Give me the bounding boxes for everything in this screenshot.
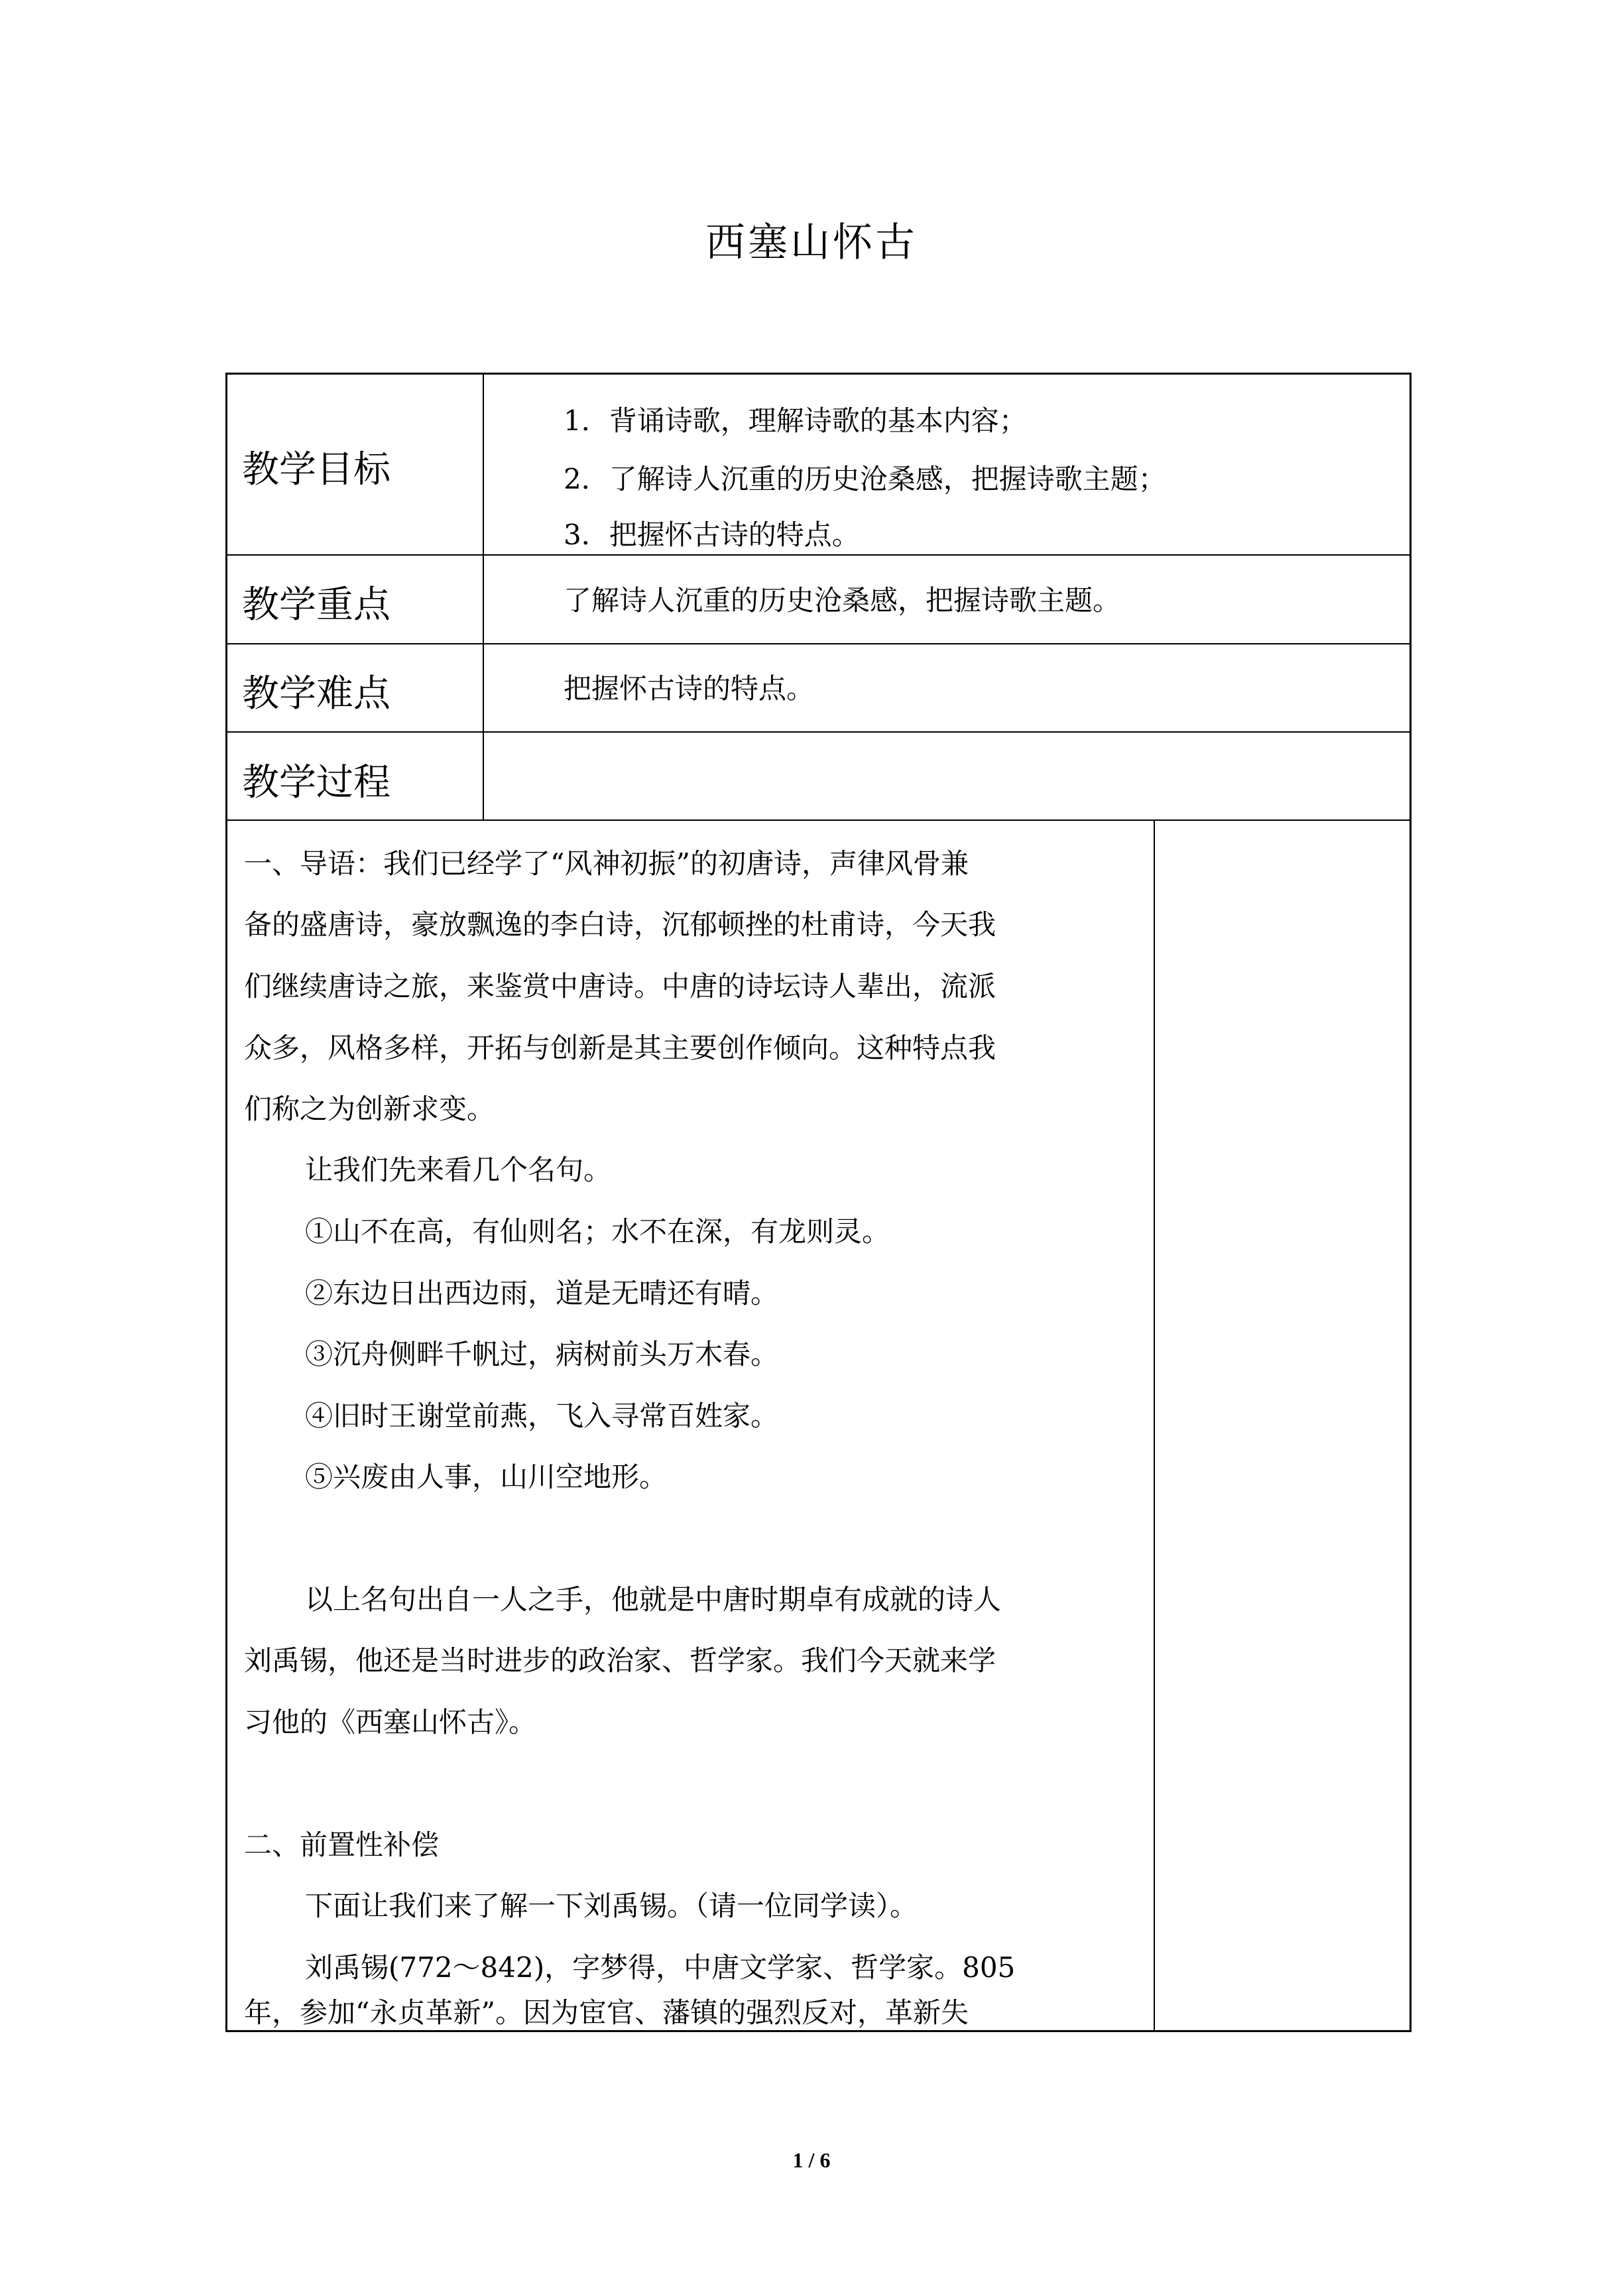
table-row-divider: [225, 819, 1412, 821]
process-label: 教学过程: [242, 761, 391, 804]
difficulties-text: 把握怀古诗的特点。: [564, 672, 815, 705]
famous-quote-1: ①山不在高，有仙则名；水不在深，有龙则灵。: [305, 1215, 890, 1248]
section-heading: 二、前置性补偿: [244, 1829, 440, 1861]
table-border-left: [225, 373, 227, 2032]
objective-item: 2．了解诗人沉重的历史沧桑感，把握诗歌主题；: [564, 463, 1166, 495]
table-border-right: [1410, 373, 1412, 2032]
body-line: 年，参加“永贞革新”。因为宦官、藩镇的强烈反对，革新失: [244, 1996, 969, 2029]
body-line: 下面让我们来了解一下刘禹锡。（请一位同学读）。: [305, 1890, 918, 1922]
table-label-divider: [483, 373, 484, 821]
page-number: 1 / 6: [792, 2148, 831, 2172]
body-line: 以上名句出自一人之手，他就是中唐时期卓有成就的诗人: [305, 1583, 1002, 1616]
table-row-divider: [225, 554, 1412, 556]
objective-item: 3．把握怀古诗的特点。: [564, 518, 860, 551]
document-title: 西塞山怀古: [705, 219, 918, 266]
table-row-divider: [225, 731, 1412, 733]
objectives-label: 教学目标: [242, 448, 391, 491]
objective-item: 1．背诵诗歌，理解诗歌的基本内容；: [564, 404, 1027, 437]
famous-quote-4: ④旧时王谢堂前燕，飞入寻常百姓家。: [305, 1400, 779, 1432]
body-line: 们继续唐诗之旅，来鉴赏中唐诗。中唐的诗坛诗人辈出，流派: [244, 970, 996, 1002]
famous-quote-3: ③沉舟侧畔千帆过，病树前头万木春。: [305, 1338, 779, 1370]
body-line: 们称之为创新求变。: [244, 1093, 495, 1125]
table-notes-divider: [1154, 819, 1155, 2032]
difficulties-label: 教学难点: [242, 672, 391, 715]
table-row-divider: [225, 643, 1412, 644]
body-line: 刘禹锡，他还是当时进步的政治家、哲学家。我们今天就来学: [244, 1644, 996, 1677]
body-line: 备的盛唐诗，豪放飘逸的李白诗，沉郁顿挫的杜甫诗，今天我: [244, 908, 996, 941]
body-line: 让我们先来看几个名句。: [305, 1154, 612, 1186]
body-line: 刘禹锡(772～842)，字梦得，中唐文学家、哲学家。805: [305, 1951, 1016, 1984]
body-line: 习他的《西塞山怀古》。: [244, 1706, 537, 1738]
body-line: 众多，风格多样，开拓与创新是其主要创作倾向。这种特点我: [244, 1032, 996, 1064]
table-border-top: [225, 373, 1412, 375]
key-points-text: 了解诗人沉重的历史沧桑感，把握诗歌主题。: [564, 584, 1121, 617]
famous-quote-5: ⑤兴废由人事，山川空地形。: [305, 1461, 668, 1493]
famous-quote-2: ②东边日出西边雨，道是无晴还有晴。: [305, 1277, 779, 1309]
key-points-label: 教学重点: [242, 583, 391, 627]
body-line: 一、导语：我们已经学了“风神初振”的初唐诗，声律风骨兼: [244, 847, 969, 880]
